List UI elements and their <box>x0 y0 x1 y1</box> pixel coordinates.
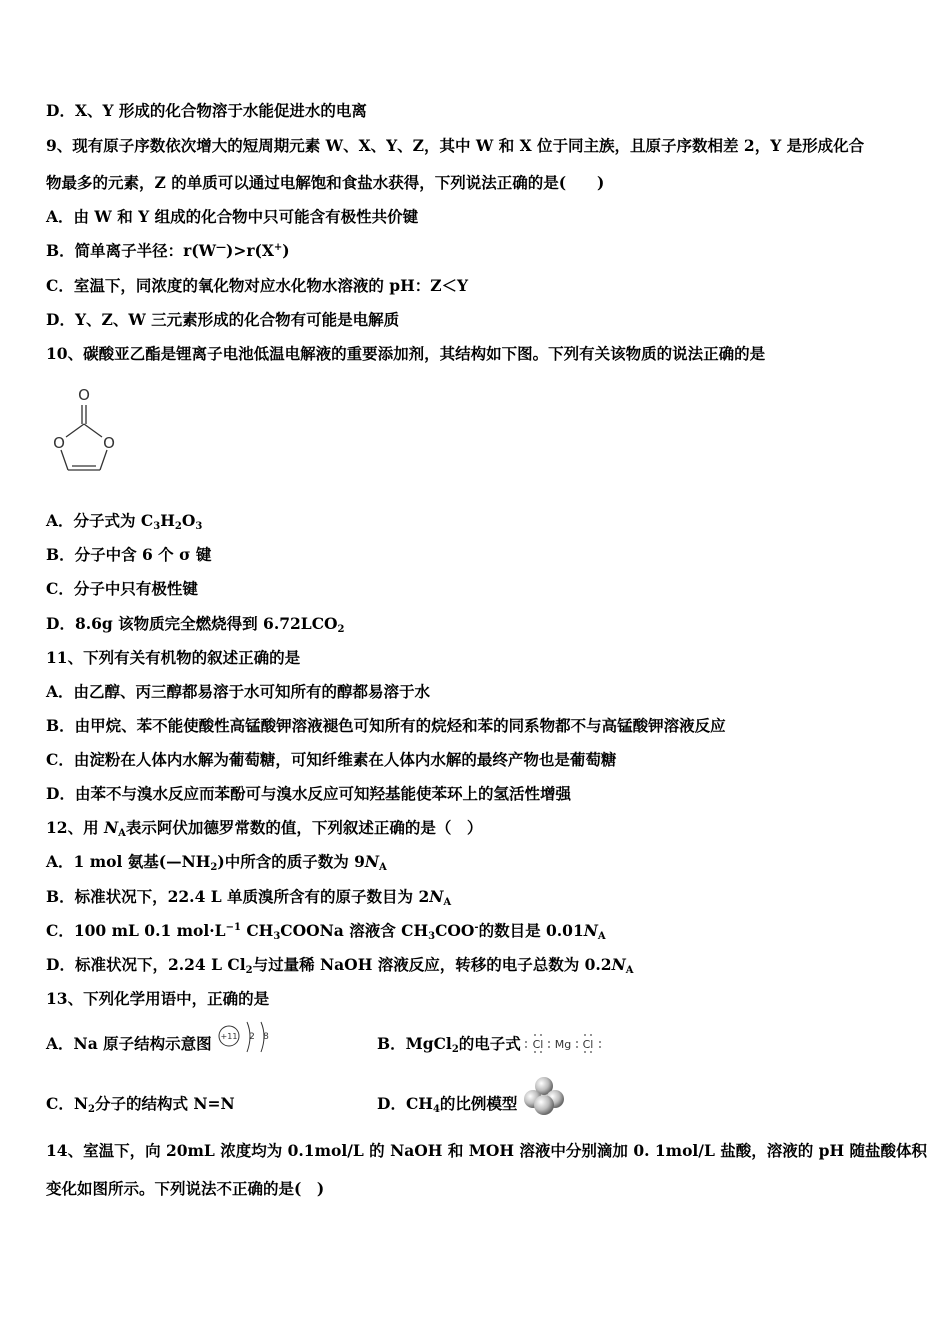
question-12-option-c: C．100 mL 0.1 $mol\cdot L^{-1}$ $CH_3COONa$ 溶液含 $CH_3COO^-$的数目是 $0.01N_A$ <box>46 921 606 942</box>
question-13-option-b: B．MgCl$_2$的电子式 <box>377 1034 521 1055</box>
electron-formula-mg: Mg <box>554 1038 572 1051</box>
question-9-option-c: C．室温下，同浓度的氧化物对应水化物水溶液的 pH：Z＜Y <box>46 276 469 295</box>
question-9-stem-line1: 9、现有原子序数依次增大的短周期元素 W、X、Y、Z，其中 W 和 X 位于同主族，且原子序数相差 2，Y 是形成化合 <box>46 136 865 155</box>
question-13-stem: 13、下列化学用语中，正确的是 <box>46 989 270 1008</box>
question-10-option-a: A．分子式为 $C_3H_2O_3$ <box>46 511 203 532</box>
shell-1-electrons: 2 <box>249 1032 255 1042</box>
question-10-stem: 10、碳酸亚乙酯是锂离子电池低温电解液的重要添加剂，其结构如下图。下列有关该物质的说法正确的是 <box>46 344 766 363</box>
mgcl2-electron-formula <box>522 1030 604 1058</box>
question-12-option-d: D．标准状况下，2.24 L $Cl_2$与过量稀 NaOH 溶液反应，转移的电子总数为 $0.2N_A$ <box>46 955 634 976</box>
question-13-option-c: C．$N_2$分子的结构式 N=N <box>46 1094 235 1115</box>
question-11-option-a: A．由乙醇、丙三醇都易溶于水可知所有的醇都易溶于水 <box>46 682 431 701</box>
electron-formula-cl-left: Cl <box>532 1038 544 1051</box>
question-13-option-d: D．$CH_4$的比例模型 <box>377 1094 518 1115</box>
question-11-option-c: C．由淀粉在人体内水解为葡萄糖，可知纤维素在人体内水解的最终产物也是葡萄糖 <box>46 750 617 769</box>
ch4-space-filling-model <box>523 1075 565 1117</box>
vinylene-carbonate-structure <box>44 380 124 480</box>
question-10-option-b: B．分子中含 6 个 σ 键 <box>46 545 212 564</box>
question-10-option-c: C．分子中只有极性键 <box>46 579 198 598</box>
question-14-stem-line1: 14、室温下，向 20mL 浓度均为 0.1mol/L 的 NaOH 和 MOH 溶液中分别滴加 0. 1mol/L 盐酸，溶液的 pH 随盐酸体积 <box>46 1141 928 1160</box>
shell-2-electrons: 8 <box>263 1032 269 1042</box>
question-12-stem: 12、用 $N_A$表示阿伏加德罗常数的值，下列叙述正确的是（ ） <box>46 818 483 839</box>
na-atom-structure-diagram <box>217 1018 277 1060</box>
question-9-option-b: B．简单离子半径：r(W—)>r(X+) <box>46 241 290 260</box>
atom-o-carbonyl: O <box>78 386 90 404</box>
question-11-stem: 11、下列有关有机物的叙述正确的是 <box>46 648 301 667</box>
question-14-stem-line2: 变化如图所示。下列说法不正确的是( ) <box>46 1179 325 1198</box>
question-12-option-a: A．1 mol 氨基$(—NH_2)$中所含的质子数为 $9N_A$ <box>46 852 387 873</box>
question-13-option-a: A．Na 原子结构示意图 <box>46 1034 212 1053</box>
atom-o-left: O <box>53 434 65 452</box>
nucleus-charge: +11 <box>220 1032 238 1041</box>
question-9-option-a: A．由 W 和 Y 组成的化合物中只可能含有极性共价键 <box>46 207 419 226</box>
option-d-q8: D．X、Y 形成的化合物溶于水能促进水的电离 <box>46 101 367 120</box>
question-11-option-b: B．由甲烷、苯不能使酸性高锰酸钾溶液褪色可知所有的烷烃和苯的同系物都不与高锰酸钾溶液反应 <box>46 716 726 735</box>
question-10-option-d: D．8.6g 该物质完全燃烧得到 $6.72LCO_2$ <box>46 614 345 635</box>
atom-o-right: O <box>103 434 115 452</box>
question-9-option-d: D．Y、Z、W 三元素形成的化合物有可能是电解质 <box>46 310 400 329</box>
question-12-option-b: B．标准状况下，22.4 L 单质溴所含有的原子数目为 $2N_A$ <box>46 887 452 908</box>
question-9-stem-line2: 物最多的元素，Z 的单质可以通过电解饱和食盐水获得，下列说法正确的是( ) <box>46 173 605 192</box>
electron-formula-cl-right: Cl <box>582 1038 594 1051</box>
question-11-option-d: D．由苯不与溴水反应而苯酚可与溴水反应可知羟基能使苯环上的氢活性增强 <box>46 784 571 803</box>
